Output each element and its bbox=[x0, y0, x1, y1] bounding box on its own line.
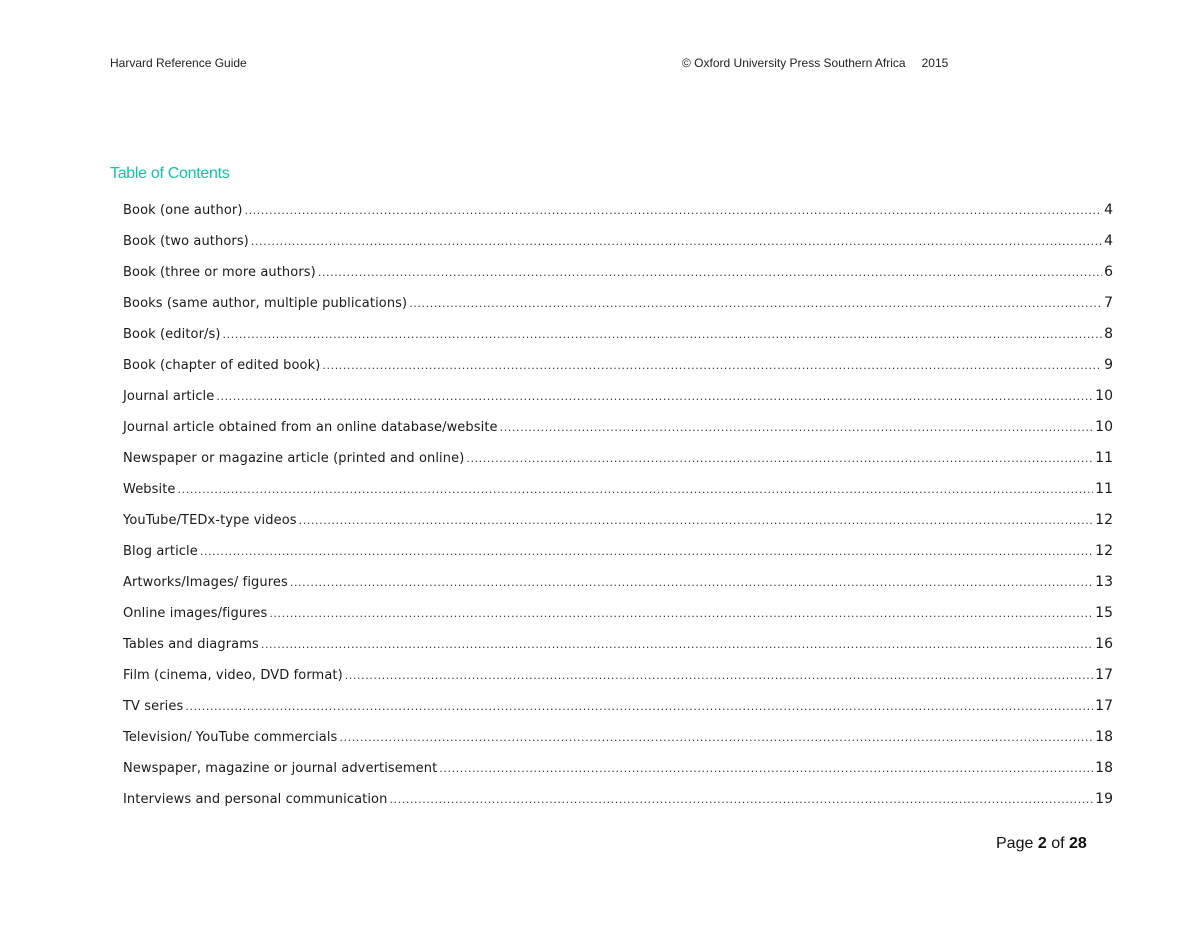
page-total: 28 bbox=[1068, 835, 1087, 852]
toc-entry[interactable] bbox=[123, 636, 1113, 667]
header-right bbox=[682, 56, 948, 70]
toc-entry[interactable] bbox=[123, 760, 1113, 791]
toc-dot-leader bbox=[200, 544, 1093, 559]
toc-entry-page[interactable]: 15 bbox=[1095, 605, 1113, 621]
toc-dot-leader bbox=[500, 420, 1094, 435]
toc-entry-label[interactable]: Book (chapter of edited book) bbox=[123, 358, 321, 373]
toc-entry-page[interactable]: 10 bbox=[1095, 419, 1113, 435]
toc-entry[interactable] bbox=[123, 295, 1113, 326]
toc-dot-leader bbox=[251, 234, 1102, 249]
toc-title: Table of Contents bbox=[110, 165, 230, 182]
toc-entry-label[interactable]: Newspaper or magazine article (printed and online) bbox=[123, 451, 465, 466]
toc-entry[interactable] bbox=[123, 357, 1113, 388]
toc-entry-label[interactable]: Journal article bbox=[123, 389, 215, 404]
toc-list bbox=[123, 202, 1113, 822]
toc-entry-page[interactable]: 17 bbox=[1095, 698, 1113, 714]
toc-entry-label[interactable]: Book (three or more authors) bbox=[123, 265, 316, 280]
toc-entry-page[interactable]: 19 bbox=[1095, 791, 1113, 807]
toc-entry[interactable] bbox=[123, 388, 1113, 419]
toc-entry[interactable] bbox=[123, 233, 1113, 264]
toc-entry[interactable] bbox=[123, 791, 1113, 822]
toc-entry[interactable] bbox=[123, 605, 1113, 636]
toc-entry-page[interactable]: 7 bbox=[1104, 295, 1113, 311]
toc-dot-leader bbox=[223, 327, 1103, 342]
toc-entry[interactable] bbox=[123, 264, 1113, 295]
toc-entry-label[interactable]: Blog article bbox=[123, 544, 198, 559]
toc-entry-label[interactable]: Tables and diagrams bbox=[123, 637, 259, 652]
toc-entry-label[interactable]: YouTube/TEDx-type videos bbox=[123, 513, 297, 528]
toc-dot-leader bbox=[290, 575, 1093, 590]
toc-dot-leader bbox=[439, 761, 1093, 776]
toc-entry-page[interactable]: 18 bbox=[1095, 760, 1113, 776]
toc-entry-page[interactable]: 6 bbox=[1104, 264, 1113, 280]
toc-dot-leader bbox=[261, 637, 1093, 652]
toc-dot-leader bbox=[216, 389, 1093, 404]
page-of: of bbox=[1051, 835, 1065, 852]
toc-entry-label[interactable]: Book (editor/s) bbox=[123, 327, 221, 342]
toc-entry-page[interactable]: 12 bbox=[1095, 543, 1113, 559]
toc-entry-label[interactable]: Film (cinema, video, DVD format) bbox=[123, 668, 343, 683]
toc-entry-page[interactable]: 4 bbox=[1104, 233, 1113, 249]
toc-entry-label[interactable]: Artworks/Images/ figures bbox=[123, 575, 288, 590]
toc-entry-page[interactable]: 8 bbox=[1104, 326, 1113, 342]
toc-entry-label[interactable]: Television/ YouTube commercials bbox=[123, 730, 338, 745]
toc-entry[interactable] bbox=[123, 512, 1113, 543]
toc-entry[interactable] bbox=[123, 326, 1113, 357]
page-number bbox=[996, 835, 1087, 853]
toc-entry-page[interactable]: 9 bbox=[1104, 357, 1113, 373]
page-prefix: Page bbox=[996, 835, 1034, 852]
toc-entry-page[interactable]: 16 bbox=[1095, 636, 1113, 652]
toc-entry-page[interactable]: 11 bbox=[1095, 450, 1113, 466]
toc-dot-leader bbox=[466, 451, 1093, 466]
toc-entry-label[interactable]: Book (one author) bbox=[123, 203, 243, 218]
toc-entry-label[interactable]: Book (two authors) bbox=[123, 234, 249, 249]
toc-dot-leader bbox=[185, 699, 1093, 714]
toc-entry[interactable] bbox=[123, 202, 1113, 233]
toc-dot-leader bbox=[269, 606, 1093, 621]
toc-entry[interactable] bbox=[123, 450, 1113, 481]
toc-entry-label[interactable]: Interviews and personal communication bbox=[123, 792, 388, 807]
toc-entry[interactable] bbox=[123, 729, 1113, 760]
toc-entry-label[interactable]: Journal article obtained from an online database/website bbox=[123, 420, 498, 435]
copyright-year: 2015 bbox=[921, 56, 949, 70]
toc-entry-page[interactable]: 12 bbox=[1095, 512, 1113, 528]
toc-entry[interactable] bbox=[123, 574, 1113, 605]
toc-dot-leader bbox=[318, 265, 1102, 280]
toc-entry[interactable] bbox=[123, 481, 1113, 512]
toc-entry-label[interactable]: Books (same author, multiple publications) bbox=[123, 296, 408, 311]
toc-entry-label[interactable]: Online images/figures bbox=[123, 606, 268, 621]
toc-entry-page[interactable]: 11 bbox=[1095, 481, 1113, 497]
header-left: Harvard Reference Guide bbox=[110, 56, 247, 70]
toc-dot-leader bbox=[345, 668, 1093, 683]
toc-entry[interactable] bbox=[123, 698, 1113, 729]
copyright-text: © Oxford University Press Southern Africa bbox=[682, 56, 906, 70]
toc-dot-leader bbox=[299, 513, 1094, 528]
toc-entry-page[interactable]: 10 bbox=[1095, 388, 1113, 404]
toc-dot-leader bbox=[322, 358, 1102, 373]
toc-entry-page[interactable]: 17 bbox=[1095, 667, 1113, 683]
toc-dot-leader bbox=[409, 296, 1102, 311]
toc-entry-page[interactable]: 13 bbox=[1095, 574, 1113, 590]
toc-entry[interactable] bbox=[123, 667, 1113, 698]
page-current: 2 bbox=[1037, 835, 1047, 852]
toc-entry-page[interactable]: 4 bbox=[1104, 202, 1113, 218]
toc-dot-leader bbox=[245, 203, 1103, 218]
toc-entry[interactable] bbox=[123, 419, 1113, 450]
toc-dot-leader bbox=[389, 792, 1093, 807]
toc-entry-page[interactable]: 18 bbox=[1095, 729, 1113, 745]
toc-entry-label[interactable]: Website bbox=[123, 482, 176, 497]
toc-entry-label[interactable]: Newspaper, magazine or journal advertisement bbox=[123, 761, 438, 776]
toc-dot-leader bbox=[178, 482, 1094, 497]
toc-entry[interactable] bbox=[123, 543, 1113, 574]
toc-entry-label[interactable]: TV series bbox=[123, 699, 184, 714]
toc-dot-leader bbox=[339, 730, 1093, 745]
